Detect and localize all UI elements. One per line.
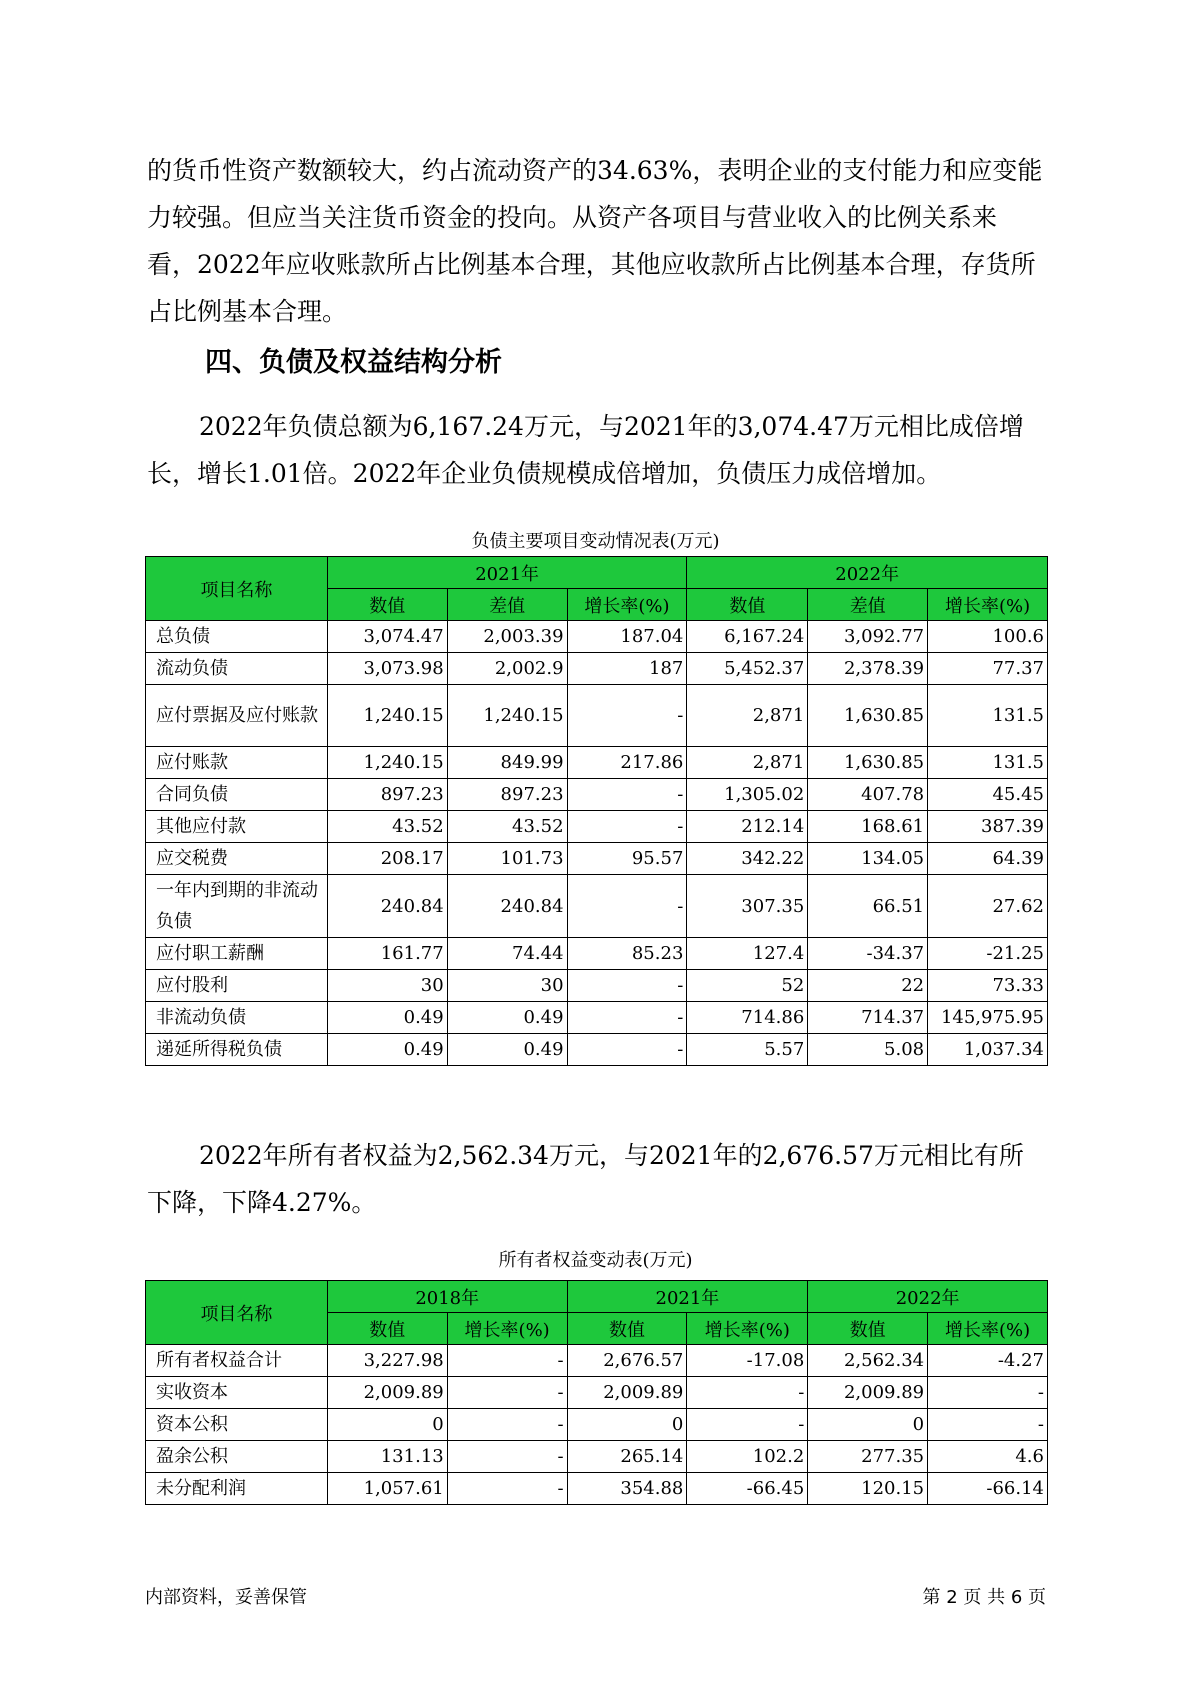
row-label: 其他应付款: [146, 811, 328, 843]
table-cell: 0.49: [327, 1002, 447, 1034]
row-label: 盈余公积: [146, 1441, 328, 1473]
table-cell: -17.08: [687, 1345, 808, 1377]
table-row: [146, 1345, 1048, 1377]
sub-header: 数值: [327, 1313, 447, 1345]
table-cell: 407.78: [808, 779, 928, 811]
table-cell: 1,037.34: [928, 1034, 1048, 1066]
row-label: 合同负债: [146, 779, 328, 811]
table-cell: 131.5: [928, 747, 1048, 779]
table-cell: 2,562.34: [808, 1345, 928, 1377]
table-cell: -: [567, 970, 687, 1002]
table-cell: 240.84: [327, 875, 447, 938]
table-cell: 5.08: [808, 1034, 928, 1066]
table-row: [146, 653, 1048, 685]
table-cell: 277.35: [808, 1441, 928, 1473]
row-label: 资本公积: [146, 1409, 328, 1441]
table-cell: 1,305.02: [687, 779, 808, 811]
table-cell: -4.27: [928, 1345, 1048, 1377]
table-cell: 187.04: [567, 621, 687, 653]
table-cell: 342.22: [687, 843, 808, 875]
table-row: [146, 685, 1048, 747]
table-cell: 2,871: [687, 747, 808, 779]
table-cell: 2,002.9: [447, 653, 567, 685]
table-cell: 0: [567, 1409, 687, 1441]
table-cell: 45.45: [928, 779, 1048, 811]
table-cell: 100.6: [928, 621, 1048, 653]
table-cell: 0.49: [447, 1034, 567, 1066]
table-cell: 2,003.39: [447, 621, 567, 653]
table-row: [146, 1002, 1048, 1034]
table-cell: 6,167.24: [687, 621, 808, 653]
table-cell: 131.5: [928, 685, 1048, 747]
table-cell: -: [447, 1409, 567, 1441]
table-row: [146, 1473, 1048, 1505]
table-cell: -: [447, 1473, 567, 1505]
table-cell: 265.14: [567, 1441, 687, 1473]
row-label: 实收资本: [146, 1377, 328, 1409]
col-header-year: 2022年: [687, 557, 1048, 589]
table-cell: -34.37: [808, 938, 928, 970]
footer-page-number: 第 2 页 共 6 页: [922, 1587, 1046, 1608]
table-cell: 52: [687, 970, 808, 1002]
table-cell: 5.57: [687, 1034, 808, 1066]
table-cell: 30: [447, 970, 567, 1002]
table-cell: 1,240.15: [447, 685, 567, 747]
table-cell: 77.37: [928, 653, 1048, 685]
table-cell: 73.33: [928, 970, 1048, 1002]
table-cell: 102.2: [687, 1441, 808, 1473]
row-label: 应付票据及应付账款: [146, 685, 328, 747]
table-row: [146, 1034, 1048, 1066]
table-cell: -: [567, 811, 687, 843]
table-cell: -: [447, 1441, 567, 1473]
footer-confidential: 内部资料，妥善保管: [145, 1587, 307, 1608]
row-label: 应交税费: [146, 843, 328, 875]
table-row: [146, 621, 1048, 653]
table-cell: 1,630.85: [808, 685, 928, 747]
table-cell: 131.13: [327, 1441, 447, 1473]
table-cell: -: [567, 875, 687, 938]
table2-caption: 所有者权益变动表(万元): [498, 1250, 693, 1271]
table-cell: -: [687, 1409, 808, 1441]
table-cell: -: [567, 1002, 687, 1034]
table-cell: 5,452.37: [687, 653, 808, 685]
table-cell: -: [928, 1409, 1048, 1441]
equity-table: [145, 1280, 1048, 1505]
paragraph-liabilities-summary: 2022年负债总额为6,167.24万元，与2021年的3,074.47万元相比成倍增长，增长1.01倍。2022年企业负债规模成倍增加，负债压力成倍增加。: [147, 412, 1024, 488]
table-cell: 0.49: [447, 1002, 567, 1034]
table-cell: -: [447, 1345, 567, 1377]
table-cell: -66.45: [687, 1473, 808, 1505]
table-cell: 187: [567, 653, 687, 685]
table-cell: 2,009.89: [327, 1377, 447, 1409]
table-cell: 101.73: [447, 843, 567, 875]
row-label: 一年内到期的非流动负债: [146, 875, 328, 938]
table-cell: 2,871: [687, 685, 808, 747]
table-cell: 1,630.85: [808, 747, 928, 779]
table-cell: -: [567, 1034, 687, 1066]
table-row: [146, 811, 1048, 843]
sub-header: 增长率(%): [567, 589, 687, 621]
table-cell: -: [567, 685, 687, 747]
table-row: [146, 843, 1048, 875]
table-cell: 714.37: [808, 1002, 928, 1034]
table-cell: 85.23: [567, 938, 687, 970]
table-row: [146, 970, 1048, 1002]
table-cell: 897.23: [447, 779, 567, 811]
table-cell: 43.52: [447, 811, 567, 843]
sub-header: 增长率(%): [687, 1313, 808, 1345]
table-row: [146, 1409, 1048, 1441]
row-label: 递延所得税负债: [146, 1034, 328, 1066]
table-cell: 0: [327, 1409, 447, 1441]
sub-header: 差值: [808, 589, 928, 621]
col-header-year: 2021年: [327, 557, 687, 589]
table-row: [146, 779, 1048, 811]
table-cell: -: [928, 1377, 1048, 1409]
table-cell: 168.61: [808, 811, 928, 843]
table-cell: 2,378.39: [808, 653, 928, 685]
row-label: 应付股利: [146, 970, 328, 1002]
table-cell: 120.15: [808, 1473, 928, 1505]
table-cell: 127.4: [687, 938, 808, 970]
table-cell: 212.14: [687, 811, 808, 843]
table-cell: 161.77: [327, 938, 447, 970]
sub-header: 增长率(%): [928, 589, 1048, 621]
row-label: 所有者权益合计: [146, 1345, 328, 1377]
table-cell: 3,227.98: [327, 1345, 447, 1377]
sub-header: 增长率(%): [447, 1313, 567, 1345]
table-cell: 0.49: [327, 1034, 447, 1066]
row-label: 非流动负债: [146, 1002, 328, 1034]
section-heading: 四、负债及权益结构分析: [205, 347, 502, 378]
col-header-item: 项目名称: [146, 1281, 328, 1345]
table-cell: 66.51: [808, 875, 928, 938]
table-cell: -66.14: [928, 1473, 1048, 1505]
table-cell: 3,074.47: [327, 621, 447, 653]
col-header-year: 2022年: [808, 1281, 1048, 1313]
table-cell: 1,057.61: [327, 1473, 447, 1505]
table-cell: 74.44: [447, 938, 567, 970]
table-cell: 208.17: [327, 843, 447, 875]
table-cell: 387.39: [928, 811, 1048, 843]
table-cell: 714.86: [687, 1002, 808, 1034]
table-cell: 4.6: [928, 1441, 1048, 1473]
col-header-year: 2021年: [567, 1281, 808, 1313]
table-row: [146, 938, 1048, 970]
row-label: 流动负债: [146, 653, 328, 685]
table-row: [146, 1441, 1048, 1473]
sub-header: 数值: [327, 589, 447, 621]
table-cell: -21.25: [928, 938, 1048, 970]
table-cell: 64.39: [928, 843, 1048, 875]
paragraph-equity-summary: 2022年所有者权益为2,562.34万元，与2021年的2,676.57万元相比有所下降，下降4.27%。: [147, 1141, 1024, 1217]
table-cell: 1,240.15: [327, 685, 447, 747]
table-row: [146, 747, 1048, 779]
sub-header: 数值: [687, 589, 808, 621]
table-cell: 95.57: [567, 843, 687, 875]
col-header-item: 项目名称: [146, 557, 328, 621]
table-cell: 2,676.57: [567, 1345, 687, 1377]
table-cell: 145,975.95: [928, 1002, 1048, 1034]
table-row: [146, 1377, 1048, 1409]
liabilities-table: [145, 556, 1048, 1066]
table-cell: 3,073.98: [327, 653, 447, 685]
table-cell: 240.84: [447, 875, 567, 938]
row-label: 应付账款: [146, 747, 328, 779]
sub-header: 数值: [567, 1313, 687, 1345]
table-cell: 2,009.89: [808, 1377, 928, 1409]
table-cell: 2,009.89: [567, 1377, 687, 1409]
sub-header: 差值: [447, 589, 567, 621]
paragraph-assets-summary: 的货币性资产数额较大，约占流动资产的34.63%，表明企业的支付能力和应变能力较强。但应当关注货币资金的投向。从资产各项目与营业收入的比例关系来看，2022年应收账款所占比例基本合理，其他应收款所占比例基本合理，存货所占比例基本合理。: [147, 156, 1043, 326]
table1-caption: 负债主要项目变动情况表(万元): [471, 531, 720, 552]
table-cell: 849.99: [447, 747, 567, 779]
row-label: 总负债: [146, 621, 328, 653]
table-cell: 27.62: [928, 875, 1048, 938]
table-cell: 0: [808, 1409, 928, 1441]
table-cell: 22: [808, 970, 928, 1002]
table-row: [146, 875, 1048, 938]
table-cell: 897.23: [327, 779, 447, 811]
table-cell: 30: [327, 970, 447, 1002]
table-cell: -: [567, 779, 687, 811]
table-cell: 1,240.15: [327, 747, 447, 779]
col-header-year: 2018年: [327, 1281, 567, 1313]
sub-header: 增长率(%): [928, 1313, 1048, 1345]
sub-header: 数值: [808, 1313, 928, 1345]
table-cell: 3,092.77: [808, 621, 928, 653]
table-cell: 307.35: [687, 875, 808, 938]
table-cell: 134.05: [808, 843, 928, 875]
table-cell: 43.52: [327, 811, 447, 843]
table-cell: 217.86: [567, 747, 687, 779]
table-cell: 354.88: [567, 1473, 687, 1505]
row-label: 应付职工薪酬: [146, 938, 328, 970]
table-cell: -: [687, 1377, 808, 1409]
row-label: 未分配利润: [146, 1473, 328, 1505]
table-cell: -: [447, 1377, 567, 1409]
